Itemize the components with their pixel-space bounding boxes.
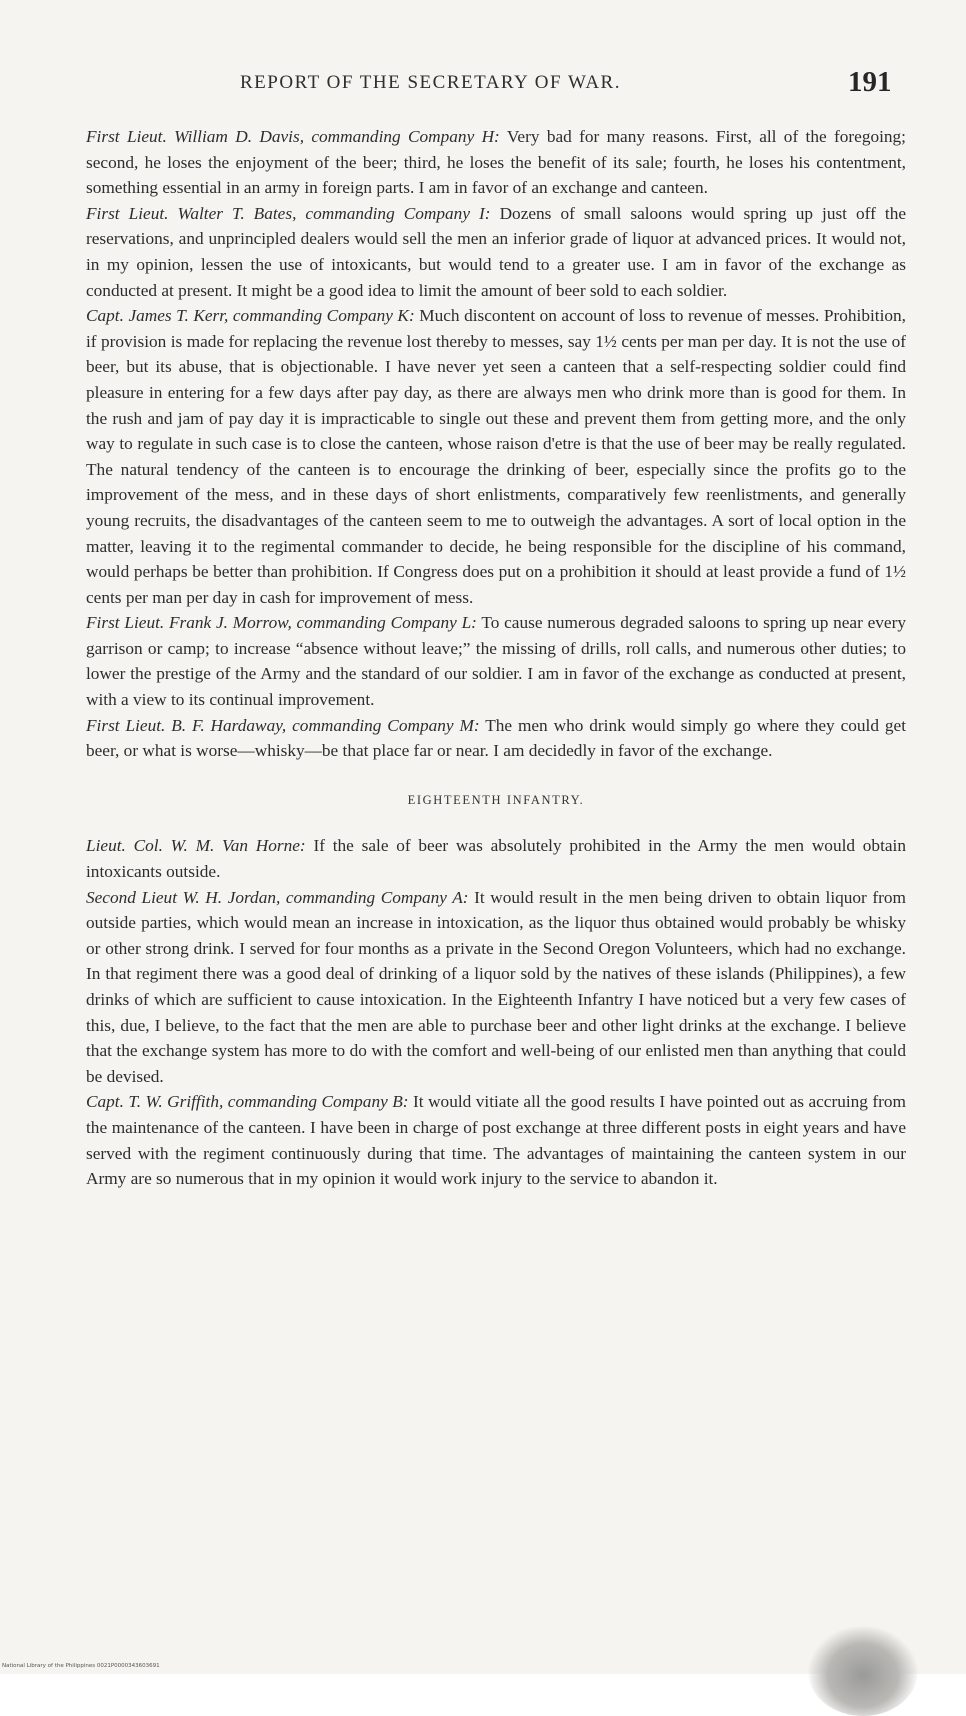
speaker-name: Lieut. Col. W. M. Van Horne: [86, 836, 306, 856]
running-title: REPORT OF THE SECRETARY OF WAR. [240, 72, 621, 93]
paragraph-text: It would vitiate all the good results I have pointed out as accruing from the maintenance of the canteen. I have been in charge of post exchange at three different posts in eight years and have served with the regiment continuously during that time. The advantages of maintaining the canteen system in our Army are so numerous that in my opinion it would work injury to the service to abandon it. [86, 1092, 906, 1189]
paragraph-griffith [86, 1089, 906, 1191]
speaker-name: First Lieut. Frank J. Morrow, commanding Company L: [86, 613, 477, 633]
speaker-name: First Lieut. William D. Davis, commanding Company H: [86, 127, 500, 146]
paragraph-jordan [86, 885, 906, 1090]
speaker-name: Second Lieut W. H. Jordan, commanding Company A: [86, 887, 469, 907]
paragraph-kerr [86, 303, 906, 610]
paragraph-text: If the sale of beer was absolutely prohibited in the Army the men would obtain intoxicants outside. [86, 836, 906, 882]
speaker-name: Capt. T. W. Griffith, commanding Company B: [86, 1092, 409, 1112]
paragraph-text: Very bad for many reasons. First, all of the foregoing; second, he loses the enjoyment of the beer; third, he loses the benefit of its sale; fourth, he loses his contentment, something essential in an army in foreign parts. I am in favor of an exchange and canteen. [86, 127, 906, 198]
page-number: 191 [848, 66, 892, 98]
scan-smudge [808, 1626, 918, 1716]
paragraph-bates [86, 201, 906, 303]
paragraph-text: It would result in the men being driven to obtain liquor from outside parties, which would mean an increase in intoxication, as the liquor thus obtained would probably be whisky or other strong drink. I served for four months as a private in the Second Oregon Volunteers, which had no exchange. In that regiment there was a good deal of drinking of a liquor sold by the natives of these islands (Philippines), a few drinks of which are sufficient to cause intoxication. In the Eighteenth Infantry I have noticed but a very few cases of this, due, I believe, to the fact that the men are able to purchase beer and other light drinks at the exchange. I believe that the exchange system has more to do with the comfort and well-being of our enlisted men than anything that could be devised. [86, 887, 906, 1086]
paragraph-davis [86, 124, 906, 201]
paragraph-text: Dozens of small saloons would spring up just off the reservations, and unprincipled dealers would sell the men an inferior grade of liquor at advanced prices. It would not, in my opinion, lessen the use of intoxicants, but would tend to a greater use. I am in favor of the exchange as conducted at present. It might be a good idea to limit the amount of beer sold to each soldier. [86, 203, 907, 300]
paragraph-text: Much discontent on account of loss to revenue of messes. Prohibition, if provision is made for replacing the revenue lost thereby to messes, say 1½ cents per man per day. It is not the use of beer, but its abuse, that is objectionable. I have never yet seen a canteen that a self-respecting soldier could find pleasure in entering for a few days after pay day, as there are always men who drink more than is good for them. In the rush and jam of pay day it is impracticable to single out these and prevent them from getting more, and the only way to regulate in such case is to close the canteen, whose raison d'etre is that the use of beer may be really regulated. The natural tendency of the canteen is to encourage the drinking of beer, especially since the profits go to the improvement of the mess, and in these days of short enlistments, comparatively few reenlistments, and generally young recruits, the disadvantages of the canteen seem to me to outweigh the advantages. A sort of local option in the matter, leaving it to the regimental commander to decide, he being responsible for the discipline of his command, would perhaps be better than prohibition. If Congress does put on a prohibition it should at least provide a fund of 1½ cents per man per day in cash for improvement of mess. [86, 306, 906, 607]
paragraph-hardaway [86, 713, 906, 764]
body-text [86, 124, 906, 1192]
paragraph-van-horne [86, 833, 906, 884]
paragraph-text: To cause numerous degraded saloons to spring up near every garrison or camp; to increase “absence without leave;” the missing of drills, roll calls, and numerous other duties; to lower the prestige of the Army and the standard of our soldier. I am in favor of the exchange as conducted at present, with a view to its continual improvement. [86, 613, 906, 710]
section-heading: EIGHTEENTH INFANTRY. [407, 792, 585, 807]
page-header [0, 66, 966, 106]
speaker-name: First Lieut. B. F. Hardaway, commanding Company M: [86, 715, 480, 735]
paragraph-text: The men who drink would simply go where they could get beer, or what is worse—whisky—be that place far or near. I am decidedly in favor of the exchange. [86, 715, 906, 761]
speaker-name: Capt. James T. Kerr, commanding Company K: [86, 306, 415, 326]
speaker-name: First Lieut. Walter T. Bates, commanding Company I: [86, 203, 491, 223]
scan-credit: National Library of the Philippines 0021P0000343603691 [2, 1663, 160, 1669]
paragraph-morrow [86, 610, 906, 712]
